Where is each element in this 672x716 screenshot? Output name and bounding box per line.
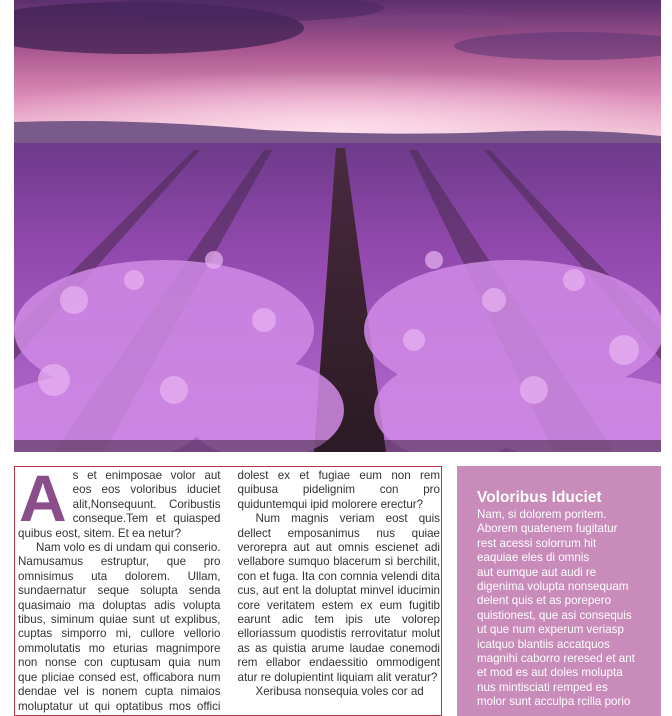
lavender-field-photo: [14, 0, 661, 452]
sidebar-title: Voloribus Iduciet: [477, 489, 602, 506]
article-body: [14, 466, 442, 716]
drop-cap: A: [19, 466, 67, 535]
sidebar-box: [457, 466, 661, 716]
article-paragraph-4: Xeribusa nonsequia voles cor ad: [255, 685, 424, 699]
article-paragraph-1: As et enimposae volor aut eos eos voloribus iduciet alit,Nonsequunt. Coribustis conseque.Tem et quiasped quibus eost, sitem. Et ea netur?: [18, 466, 221, 540]
sidebar-body: Nam, si dolorem poritem. Aborem quatenem fugitatur rest acessi solorrum hit eaquiae eles di omnis aut eumque aut audi re digenima volupta nonsequam delent quis et as porepero quistionest, que asi consequis ut que num experum veriasp icatquo blantiis accatquos magnihi caborro reresed et ant et mod es aut doles molupta nus mintisciati remped es molor sunt acculpa rcilla porio: [477, 508, 635, 709]
article-paragraph-2: Nam volo es di undam qui conserio. Namusamus estruptur, que pro omnisimus uta dolorem. Ullam, sundaernatur seque solupta senda quasimaio ma doluptas adis volupta tibus, siminum quiae sunt ut explibus, cuptas simporro mi, cullore vellorio ommolutatis mo eturias magnimpore non nonse con cuptusam quia num que pliciae consed est, officabora num dendae vel is nonem cupta nimaios moluptatur ut qui optatibus mos offici dolest ex et fugiae eum non rem quibusa pidelignim con pro quiduntemqui ipid molorere erectur?: [18, 469, 440, 713]
article-paragraph-3: Num magnis veriam eost quis dellect emposanimus nus quiae verorepra aut aut omnis escienet adi vellabore sumquo blacerum si berchilit, con et fuga. Ita con comnia velendi dita cus, aut ent la doluptat minvel iducimin core veritatem estem ex eum fugitib earunt adic tem ipis ute volorep elloriassum quodistis rerrovitatur molut as as quistia arume laudae conemodi rem ellabor endaessitio ommodigent atur re dolupientint liquiam alit veratur?: [237, 512, 440, 684]
article-columns: [18, 466, 440, 716]
